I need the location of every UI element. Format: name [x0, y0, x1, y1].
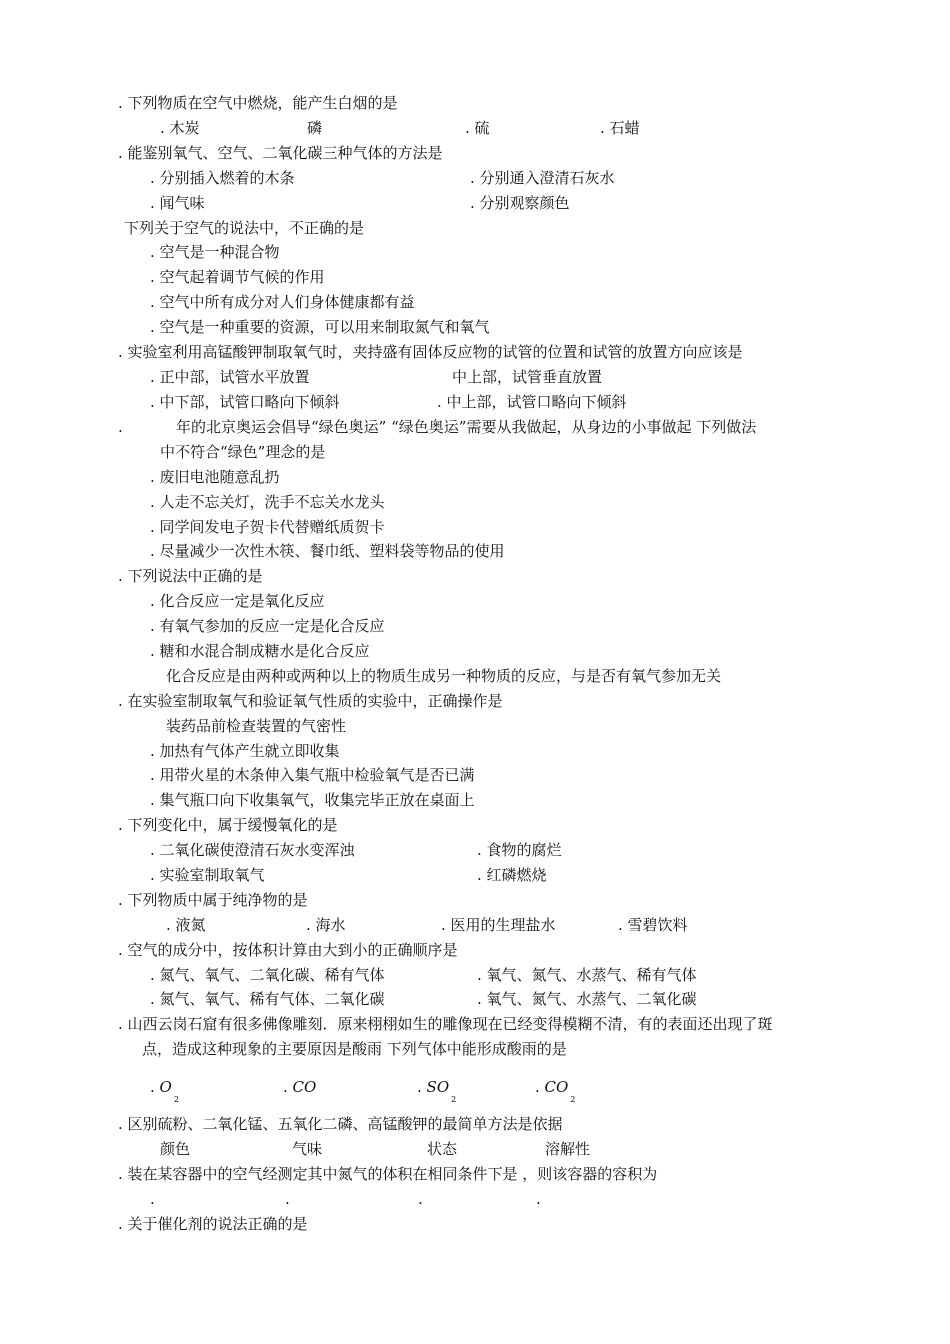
- option-dot: .: [535, 1078, 545, 1096]
- formula-option: [283, 1077, 318, 1100]
- text-line: . 中下部，试管口略向下倾斜: [150, 393, 340, 411]
- text-line: . 闻气味: [150, 194, 205, 212]
- text-line: . 用带火星的木条伸入集气瓶中检验氧气是否已满: [150, 766, 475, 784]
- text-line: . 木炭: [160, 119, 200, 137]
- text-line: . 糖和水混合制成糖水是化合反应: [150, 642, 370, 660]
- text-line: . 尽量减少一次性木筷、餐巾纸、塑料袋等物品的使用: [150, 542, 505, 560]
- text-line: .: [150, 1190, 155, 1208]
- text-line: . 下列说法中正确的是: [118, 567, 263, 585]
- text-line: . 集气瓶口向下收集氧气，收集完毕正放在桌面上: [150, 791, 475, 809]
- text-line: . 关于催化剂的说法正确的是: [118, 1215, 308, 1233]
- text-line: . 氧气、氮气、水蒸气、稀有气体: [477, 966, 697, 984]
- text-line: . 二氧化碳使澄清石灰水变浑浊: [150, 841, 355, 859]
- text-line: . 医用的生理盐水: [441, 916, 556, 934]
- text-line: . 下列物质中属于纯净物的是: [118, 891, 308, 909]
- text-line: 状态: [427, 1140, 458, 1158]
- text-line: . 能鉴别氧气、空气、二氧化碳三种气体的方法是: [118, 144, 443, 162]
- text-line: . 空气中所有成分对人们身体健康都有益: [150, 293, 415, 311]
- text-line: 磷: [307, 119, 323, 137]
- text-line: . 空气是一种混合物: [150, 243, 280, 261]
- text-line: . 食物的腐烂: [477, 841, 562, 859]
- text-line: . 分别观察颜色: [470, 194, 570, 212]
- text-line: . 硫: [465, 119, 490, 137]
- text-line: . 空气是一种重要的资源，可以用来制取氮气和氧气: [150, 318, 490, 336]
- text-line: . 空气的成分中，按体积计算由大到小的正确顺序是: [118, 941, 458, 959]
- text-line: 溶解性: [545, 1140, 591, 1158]
- text-line: . 石蜡: [600, 119, 640, 137]
- text-line: 化合反应是由两种或两种以上的物质生成另一种物质的反应，与是否有氧气参加无关: [166, 667, 722, 685]
- text-line: . 氮气、氧气、二氧化碳、稀有气体: [150, 966, 385, 984]
- text-line: . 实验室制取氧气: [150, 866, 265, 884]
- text-line: . 有氧气参加的反应一定是化合反应: [150, 617, 385, 635]
- text-line: . 废旧电池随意乱扔: [150, 468, 280, 486]
- formula-option: [150, 1077, 179, 1104]
- formula-symbol: SO: [426, 1078, 450, 1096]
- text-line: . 装在某容器中的空气经测定其中氮气的体积在相同条件下是 ，则该容器的容积为: [118, 1165, 658, 1183]
- text-line: . 中上部，试管口略向下倾斜: [437, 393, 627, 411]
- formula-subscript: 2: [451, 1095, 457, 1104]
- option-dot: .: [150, 1078, 160, 1096]
- text-line: . 区别硫粉、二氧化锰、五氧化二磷、高锰酸钾的最简单方法是依据: [118, 1115, 563, 1133]
- formula-symbol: O: [159, 1078, 172, 1096]
- text-line: . 人走不忘关灯，洗手不忘关水龙头: [150, 493, 385, 511]
- text-line: 中不符合“绿色”理念的是: [160, 443, 326, 461]
- formula-symbol: CO: [544, 1078, 569, 1096]
- text-line: . 液氮: [166, 916, 206, 934]
- text-line: .: [536, 1190, 541, 1208]
- text-line: 装药品前检查装置的气密性: [166, 717, 347, 735]
- text-line: . 氧气、氮气、水蒸气、二氧化碳: [477, 990, 697, 1008]
- text-line: . 雪碧饮料: [618, 916, 688, 934]
- text-line: . 海水: [306, 916, 346, 934]
- text-line: .: [118, 418, 123, 436]
- formula-option: [417, 1077, 457, 1104]
- option-dot: .: [283, 1078, 293, 1096]
- text-line: 点，造成这种现象的主要原因是酸雨 下列气体中能形成酸雨的是: [142, 1040, 567, 1058]
- text-line: . 化合反应一定是氧化反应: [150, 592, 325, 610]
- text-line: . 下列物质在空气中燃烧，能产生白烟的是: [118, 94, 398, 112]
- option-dot: .: [417, 1078, 427, 1096]
- text-line: 颜色: [160, 1140, 191, 1158]
- text-line: . 分别通入澄清石灰水: [470, 169, 615, 187]
- formula-subscript: 2: [570, 1095, 576, 1104]
- text-line: . 红磷燃烧: [477, 866, 547, 884]
- text-line: . 加热有气体产生就立即收集: [150, 742, 340, 760]
- text-line: . 空气起着调节气候的作用: [150, 268, 325, 286]
- text-line: . 氮气、氧气、稀有气体、二氧化碳: [150, 990, 385, 1008]
- formula-subscript: 2: [173, 1095, 179, 1104]
- text-line: . 分别插入燃着的木条: [150, 169, 295, 187]
- text-line: 中上部，试管垂直放置: [452, 368, 603, 386]
- text-line: . 在实验室制取氧气和验证氧气性质的实验中，正确操作是: [118, 692, 503, 710]
- text-line: .: [285, 1190, 290, 1208]
- text-line: 年的北京奥运会倡导“绿色奥运” “绿色奥运”需要从我做起，从身边的小事做起 下列做法: [176, 418, 757, 436]
- text-line: . 正中部，试管水平放置: [150, 368, 310, 386]
- text-line: 下列关于空气的说法中，不正确的是: [124, 219, 365, 237]
- text-line: . 实验室利用高锰酸钾制取氧气时，夹持盛有固体反应物的试管的位置和试管的放置方向应该是: [118, 343, 743, 361]
- text-line: . 下列变化中，属于缓慢氧化的是: [118, 816, 338, 834]
- text-line: .: [418, 1190, 423, 1208]
- text-line: 气味: [292, 1140, 323, 1158]
- formula-symbol: CO: [292, 1078, 317, 1096]
- text-line: . 同学间发电子贺卡代替赠纸质贺卡: [150, 518, 385, 536]
- text-line: . 山西云岗石窟有很多佛像雕刻．原来栩栩如生的雕像现在已经变得模糊不清，有的表面还出现了斑: [118, 1015, 773, 1033]
- formula-option: [535, 1077, 576, 1104]
